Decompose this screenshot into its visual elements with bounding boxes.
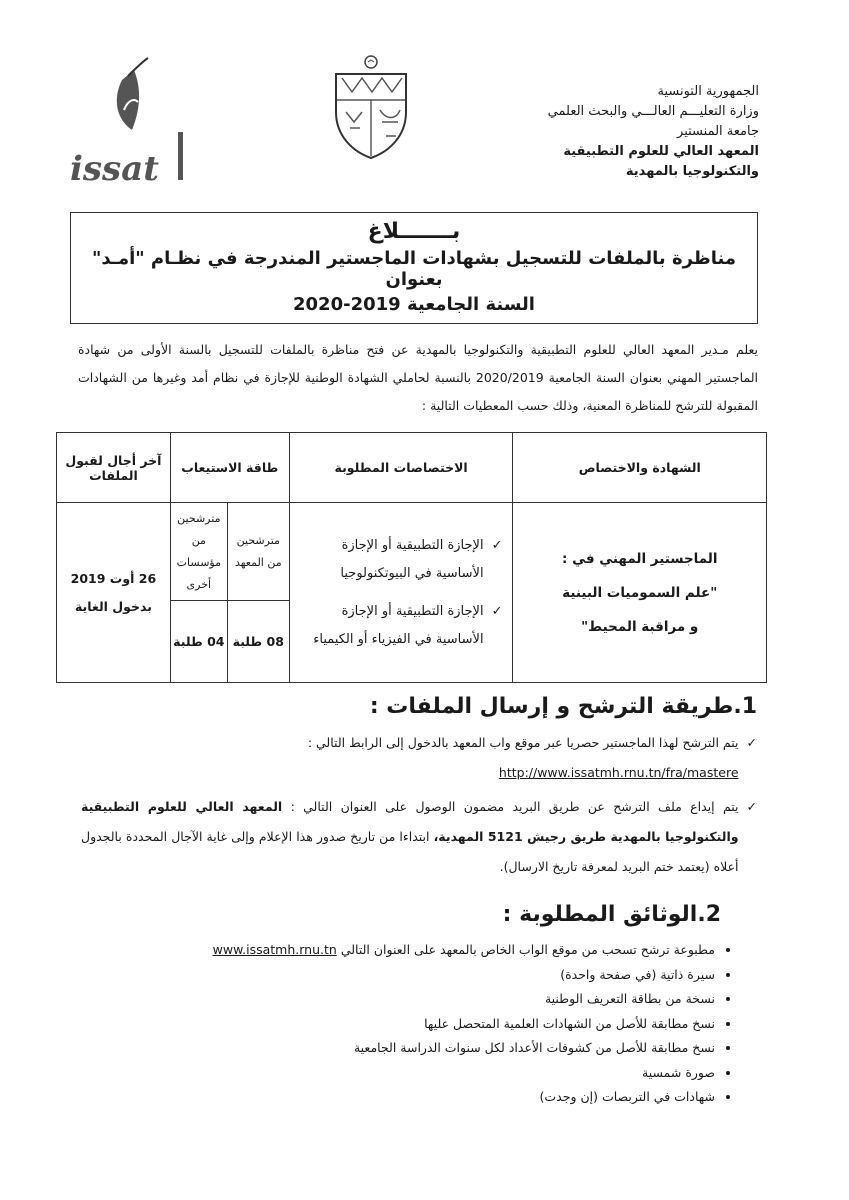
submission-online-item [81,728,757,788]
section2-title: الوثائق المطلوبة : [502,902,698,927]
certificate-line1: الماجستير المهني في : [561,550,718,567]
list-item: • شهادات في التربصات (إن وجدت) [75,1085,715,1110]
mail-deadline-note: ابتداءا من تاريخ صدور هذا الإعلام وإلى غاية الآجال المحددة بالجدول أعلاه (يعتمد ختم البريد لمعرفة تاريخ الارسال). [81,829,739,874]
capacity-external-value: 04 طلبة [170,601,227,683]
list-item: • نسخة من بطاقة التعريف الوطنية [75,987,715,1012]
national-emblem-icon [328,52,414,162]
checkmark-icon: ✓ [491,603,503,619]
checkmark-icon: ✓ [746,799,757,814]
specialty-text: الإجازة التطبيقية أو الإجازة الأساسية في البيوتكنولوجيا [340,537,484,581]
form-download-text: مطبوعة ترشح تسحب من موقع الواب الخاص بالمعهد على العنوان التالي [340,942,715,957]
mail-instructions: يتم إيداع ملف الترشح عن طريق البريد مضمون الوصول على العنوان التالي : [290,799,739,814]
section2-number: 2. [697,902,721,927]
certificate-line3: و مراقبة المحيط" [581,618,699,635]
list-item [75,938,715,963]
ministry-name: وزارة التعليـــم العالـــي والبحث العلمي [547,104,759,119]
section1-items [81,728,757,882]
online-submission-text [308,728,739,788]
mastere-link[interactable]: http://www.issatmh.rnu.tn/fra/mastere [498,765,739,780]
mail-address: المعهد العالي للعلوم التطبيقية والتكنولوجيا بالمهدية طريق رجيش 5121 المهدية، [81,799,739,844]
intro-paragraph: يعلم مـدير المعهد العالي للعلوم التطبيقية والتكنولوجيا بالمهدية عن فتح مناظرة بالملفات للتسجيل بالسنة الأولى من شهادة الماجستير المهني بعنوان السنة الجامعية 2020/2019 بالنسبة لحاملي الشهادة الوطنية للإجازة في نظام أمد وغيرها من الشهادات المقبولة للترشح للمناظرة المعنية، وذلك حسب المعطيات التالية : [78,342,758,413]
header-specialties: الاختصاصات المطلوبة [289,433,513,503]
capacity-internal-label: مترشحين من المعهد [227,503,289,601]
header-capacity: طاقة الاستيعاب [170,433,289,503]
admission-table [56,432,767,683]
deadline-cell [57,503,171,683]
capacity-internal-value: 08 طلبة [227,601,289,683]
header-certificate: الشهادة والاختصاص [513,433,767,503]
academic-year: السنة الجامعية 2019-2020 [293,294,535,315]
deadline-date: 26 أوت 2019 [70,570,157,586]
section1-title: طريقة الترشح و إرسال الملفات : [369,694,734,719]
required-documents-list [75,938,737,1110]
specialties-cell [289,503,513,683]
section2-heading [503,902,721,927]
website-link[interactable]: www.issatmh.rnu.tn [212,942,337,957]
republic-name: الجمهورية التونسية [657,84,759,99]
university-name: جامعة المنستير [677,124,759,139]
svg-text:issat: issat [70,149,159,189]
specialty-text: الإجازة التطبيقية أو الإجازة الأساسية في الفيزياء أو الكيمياء [313,603,484,647]
checkmark-icon: ✓ [746,735,757,750]
institution-header [459,82,759,182]
announcement-subtitle: مناظرة بالملفات للتسجيل بشهادات الماجستير المندرجة في نظـام "أمـد" بعنوان [92,248,736,290]
institute-name-line1: المعهد العالي للعلوم التطبيقية [563,144,759,159]
capacity-external-label: مترشحين من مؤسسات أخرى [170,503,227,601]
list-item: • صورة شمسية [75,1061,715,1086]
certificate-line2: "علم السموميات البينية [562,584,718,601]
specialty-item [300,598,503,654]
submission-mail-item [81,792,757,882]
announcement-heading: بـــــــلاغ [367,219,461,244]
checkmark-icon: ✓ [491,537,503,553]
header-deadline: آخر أجال لقبول الملفات [57,433,171,503]
list-item: • نسخ مطابقة للأصل من كشوفات الأعداد لكل سنوات الدراسة الجامعية [75,1036,715,1061]
issat-logo [62,40,212,190]
list-item: • نسخ مطابقة للأصل من الشهادات العلمية المتحصل عليها [75,1012,715,1037]
section1-heading [370,694,757,719]
certificate-cell [513,503,767,683]
announcement-title-box [70,212,758,324]
deadline-note: بدخول الغاية [74,598,152,614]
list-item: • سيرة ذاتية (في صفحة واحدة) [75,963,715,988]
online-submission-instructions: يتم الترشح لهذا الماجستير حصريا عبر موقع واب المعهد بالدخول إلى الرابط التالي : [307,735,739,750]
mail-submission-text [81,792,739,882]
section1-number: 1. [733,694,757,719]
specialty-item [300,532,503,588]
institute-name-line2: والتكنولوجيا بالمهدية [625,164,759,179]
